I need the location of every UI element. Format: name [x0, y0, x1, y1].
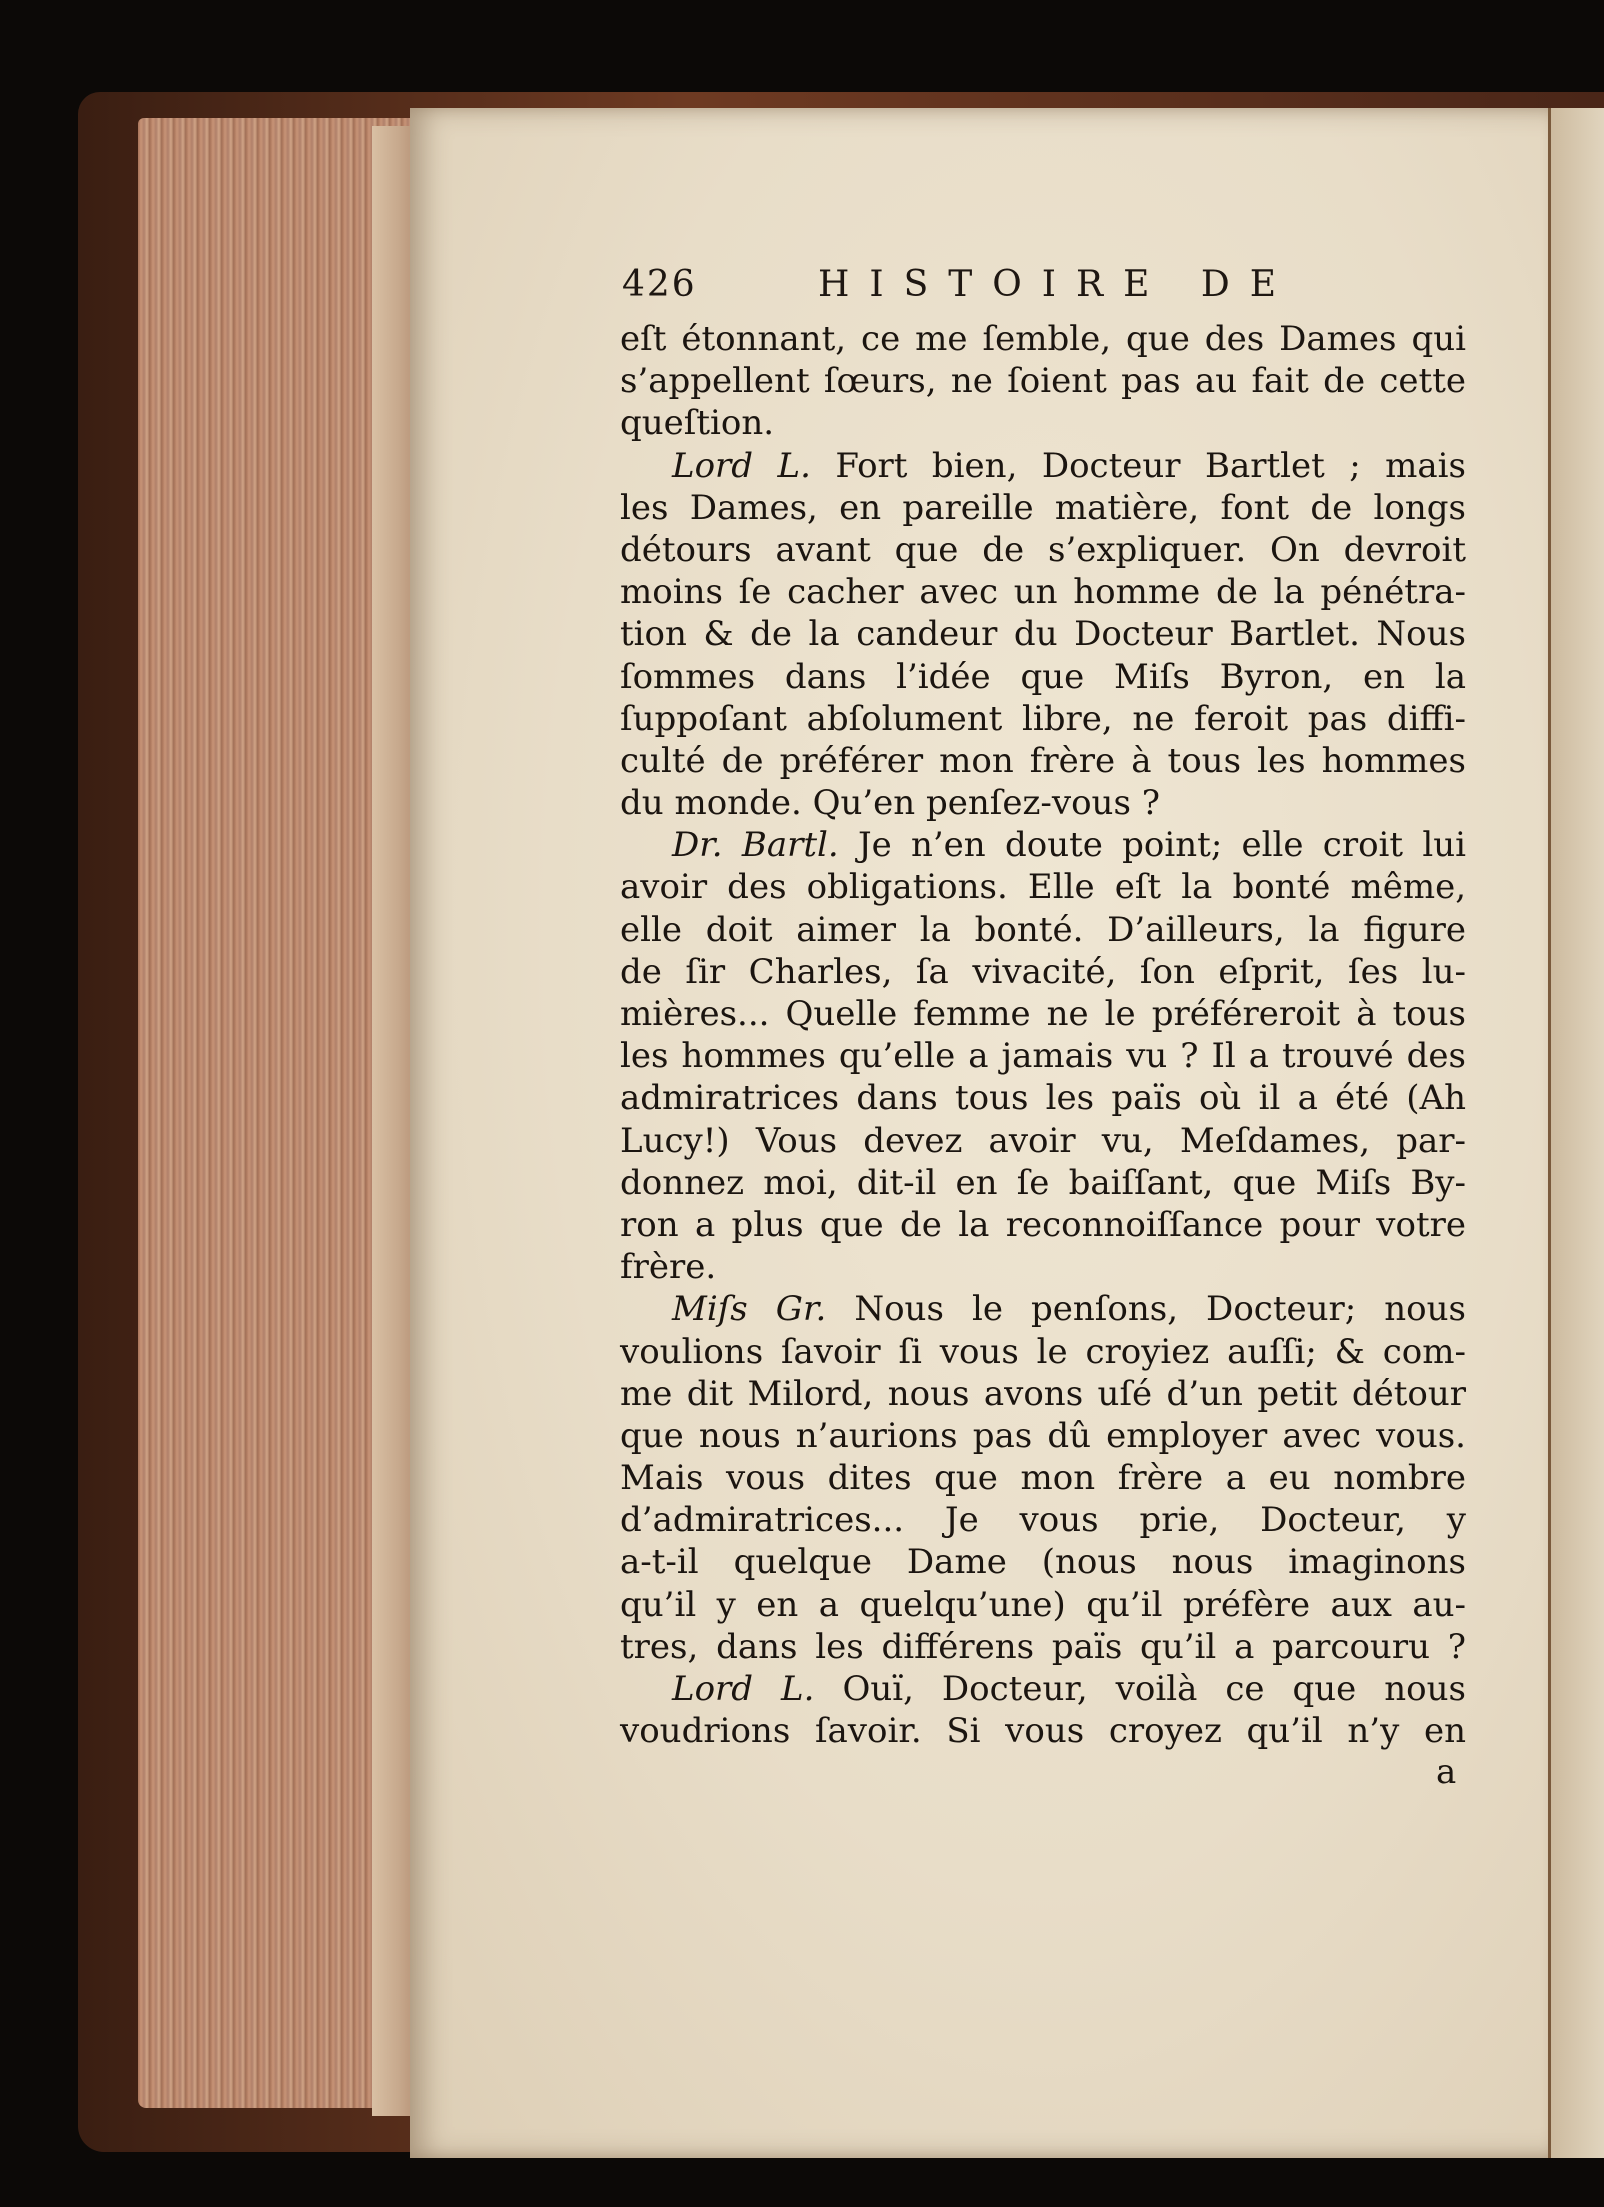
body-text: [620, 318, 1466, 1752]
text-line: [620, 402, 1466, 444]
line-text: tres, dans les différens païs qu’il a parcouru ?: [620, 1626, 1466, 1667]
text-line: [620, 1668, 1466, 1710]
running-head: [622, 258, 1322, 318]
line-text: Nous le penſons, Docteur; nous: [826, 1289, 1466, 1330]
line-text: détours avant que de s’expliquer. On devroit: [620, 529, 1466, 570]
text-line: [620, 866, 1466, 908]
text-line: [620, 1246, 1466, 1288]
right-page-edge: [1548, 108, 1604, 2158]
running-title: HISTOIRE DE: [818, 264, 1296, 305]
line-text: frère.: [620, 1247, 717, 1288]
line-text: a-t-il quelque Dame (nous nous imaginons: [620, 1542, 1466, 1583]
text-line: [620, 1499, 1466, 1541]
text-line: [620, 1331, 1466, 1373]
line-text: elle doit aimer la bonté. D’ailleurs, la figure: [620, 909, 1466, 950]
text-line: [620, 824, 1466, 866]
text-line: [620, 698, 1466, 740]
text-line: [620, 1710, 1466, 1752]
line-text: d’admiratrices... Je vous prie, Docteur, y: [620, 1500, 1466, 1541]
line-text: culté de préférer mon frère à tous les hommes: [620, 740, 1466, 781]
line-text: avoir des obligations. Elle eſt la bonté même,: [620, 867, 1466, 908]
speaker-name: Miſs Gr.: [672, 1289, 827, 1330]
line-text: voudrions ſavoir. Si vous croyez qu’il n’y en: [620, 1711, 1466, 1752]
text-line: [620, 529, 1466, 571]
text-line: [620, 1626, 1466, 1668]
line-text: s’appellent ſœurs, ne ſoient pas au fait de cette: [620, 361, 1466, 402]
text-line: [620, 487, 1466, 529]
line-text: Je n’en doute point; elle croit lui: [838, 825, 1466, 866]
line-text: Mais vous dites que mon frère a eu nombre: [620, 1458, 1466, 1499]
line-text: de ſir Charles, ſa vivacité, ſon eſprit, ſes lu-: [620, 951, 1466, 992]
line-text: ſuppoſant abſolument libre, ne feroit pas diffi-: [620, 698, 1466, 739]
line-text: Ouï, Docteur, voilà ce que nous: [814, 1669, 1466, 1709]
speaker-name: Lord L.: [672, 1669, 815, 1709]
speaker-name: Lord L.: [672, 445, 811, 486]
text-line: [620, 318, 1466, 360]
line-text: mières... Quelle femme ne le préféreroit à tous: [620, 994, 1466, 1034]
text-line: [620, 993, 1466, 1035]
line-text: ron a plus que de la reconnoiſſance pour votre: [620, 1204, 1466, 1245]
text-line: [620, 1415, 1466, 1457]
text-line: [620, 1584, 1466, 1626]
text-line: [620, 909, 1466, 951]
line-text: Lucy!) Vous devez avoir vu, Meſdames, par-: [620, 1120, 1466, 1161]
line-text: moins ſe cacher avec un homme de la pénétra-: [620, 572, 1466, 613]
text-line: [620, 782, 1466, 824]
text-line: [620, 1162, 1466, 1204]
line-text: admiratrices dans tous les païs où il a été (Ah: [620, 1078, 1466, 1119]
text-line: [620, 1457, 1466, 1499]
page-number: 426: [622, 264, 697, 305]
text-line: [620, 951, 1466, 993]
text-line: [620, 1373, 1466, 1415]
text-line: [620, 571, 1466, 613]
line-text: eſt étonnant, ce me ſemble, que des Dames qui: [620, 319, 1466, 359]
text-line: [620, 1035, 1466, 1077]
line-text: tion & de la candeur du Docteur Bartlet. Nous: [620, 614, 1466, 655]
line-text: que nous n’aurions pas dû employer avec vous.: [620, 1415, 1466, 1456]
text-line: [620, 1541, 1466, 1583]
catchword: a: [1436, 1752, 1457, 1792]
line-text: qu’il y en a quelqu’une) qu’il préfère aux au-: [620, 1584, 1466, 1625]
line-text: queſtion.: [620, 403, 775, 444]
text-line: [620, 1120, 1466, 1162]
line-text: les hommes qu’elle a jamais vu ? Il a trouvé des: [620, 1036, 1466, 1077]
text-line: [620, 613, 1466, 655]
text-line: [620, 1077, 1466, 1119]
line-text: voulions ſavoir ſi vous le croyiez auſſi; & com-: [620, 1331, 1466, 1372]
text-line: [620, 445, 1466, 487]
text-line: [620, 1288, 1466, 1330]
text-line: [620, 740, 1466, 782]
text-line: [620, 360, 1466, 402]
line-text: Fort bien, Docteur Bartlet ; mais: [810, 445, 1466, 486]
line-text: ſommes dans l’idée que Miſs Byron, en la: [620, 656, 1466, 697]
line-text: me dit Milord, nous avons uſé d’un petit détour: [620, 1373, 1466, 1414]
line-text: donnez moi, dit-il en ſe baiſſant, que Miſs By-: [620, 1162, 1466, 1203]
text-line: [620, 1204, 1466, 1246]
text-line: [620, 656, 1466, 698]
line-text: du monde. Qu’en penſez-vous ?: [620, 783, 1160, 824]
speaker-name: Dr. Bartl.: [672, 825, 839, 866]
line-text: les Dames, en pareille matière, font de longs: [620, 487, 1466, 528]
